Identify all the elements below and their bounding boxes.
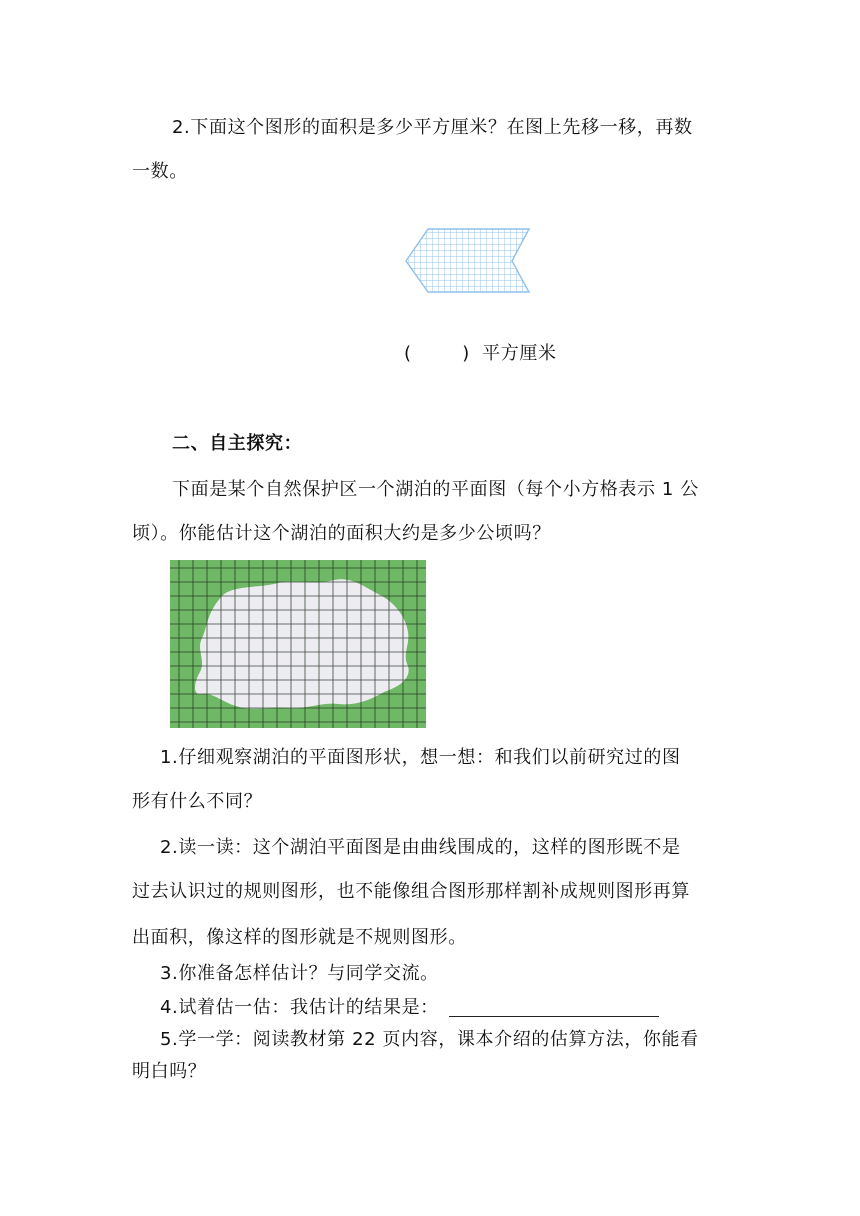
item3: 3.你准备怎样估计？与同学交流。 xyxy=(160,963,439,984)
item4-label: 4.试着估一估：我估计的结果是： xyxy=(160,997,439,1018)
q2-answer xyxy=(404,342,557,366)
answer-blank[interactable]: ( ) xyxy=(404,343,470,364)
item1-line2: 形有什么不同？ xyxy=(132,791,263,812)
q2-text-line2: 一数。 xyxy=(132,161,188,182)
section-heading: 二、自主探究： xyxy=(172,433,303,454)
intro-line1: 下面是某个自然保护区一个湖泊的平面图（每个小方格表示 1 公 xyxy=(172,479,699,500)
lake-map-image xyxy=(170,560,426,728)
item2-line1: 2.读一读：这个湖泊平面图是由曲线围成的，这样的图形既不是 xyxy=(160,837,681,858)
item1-line1: 1.仔细观察湖泊的平面图形状，想一想：和我们以前研究过的图 xyxy=(160,747,681,768)
q2-text-line1: 2.下面这个图形的面积是多少平方厘米？在图上先移一移，再数 xyxy=(172,117,693,138)
item5-line2: 明白吗？ xyxy=(132,1061,207,1082)
intro-line2: 顷）。你能估计这个湖泊的面积大约是多少公顷吗？ xyxy=(132,523,551,544)
item2-line2: 过去认识过的规则图形，也不能像组合图形那样割补成规则图形再算 xyxy=(132,881,690,902)
grid-arrow-shape xyxy=(402,226,532,296)
answer-unit: 平方厘米 xyxy=(482,343,557,364)
item2-line3: 出面积，像这样的图形就是不规则图形。 xyxy=(132,927,467,948)
estimate-answer-line[interactable] xyxy=(449,998,659,1017)
item4-row xyxy=(160,996,659,1020)
item5-line1: 5.学一学：阅读教材第 22 页内容，课本介绍的估算方法，你能看 xyxy=(160,1029,699,1050)
